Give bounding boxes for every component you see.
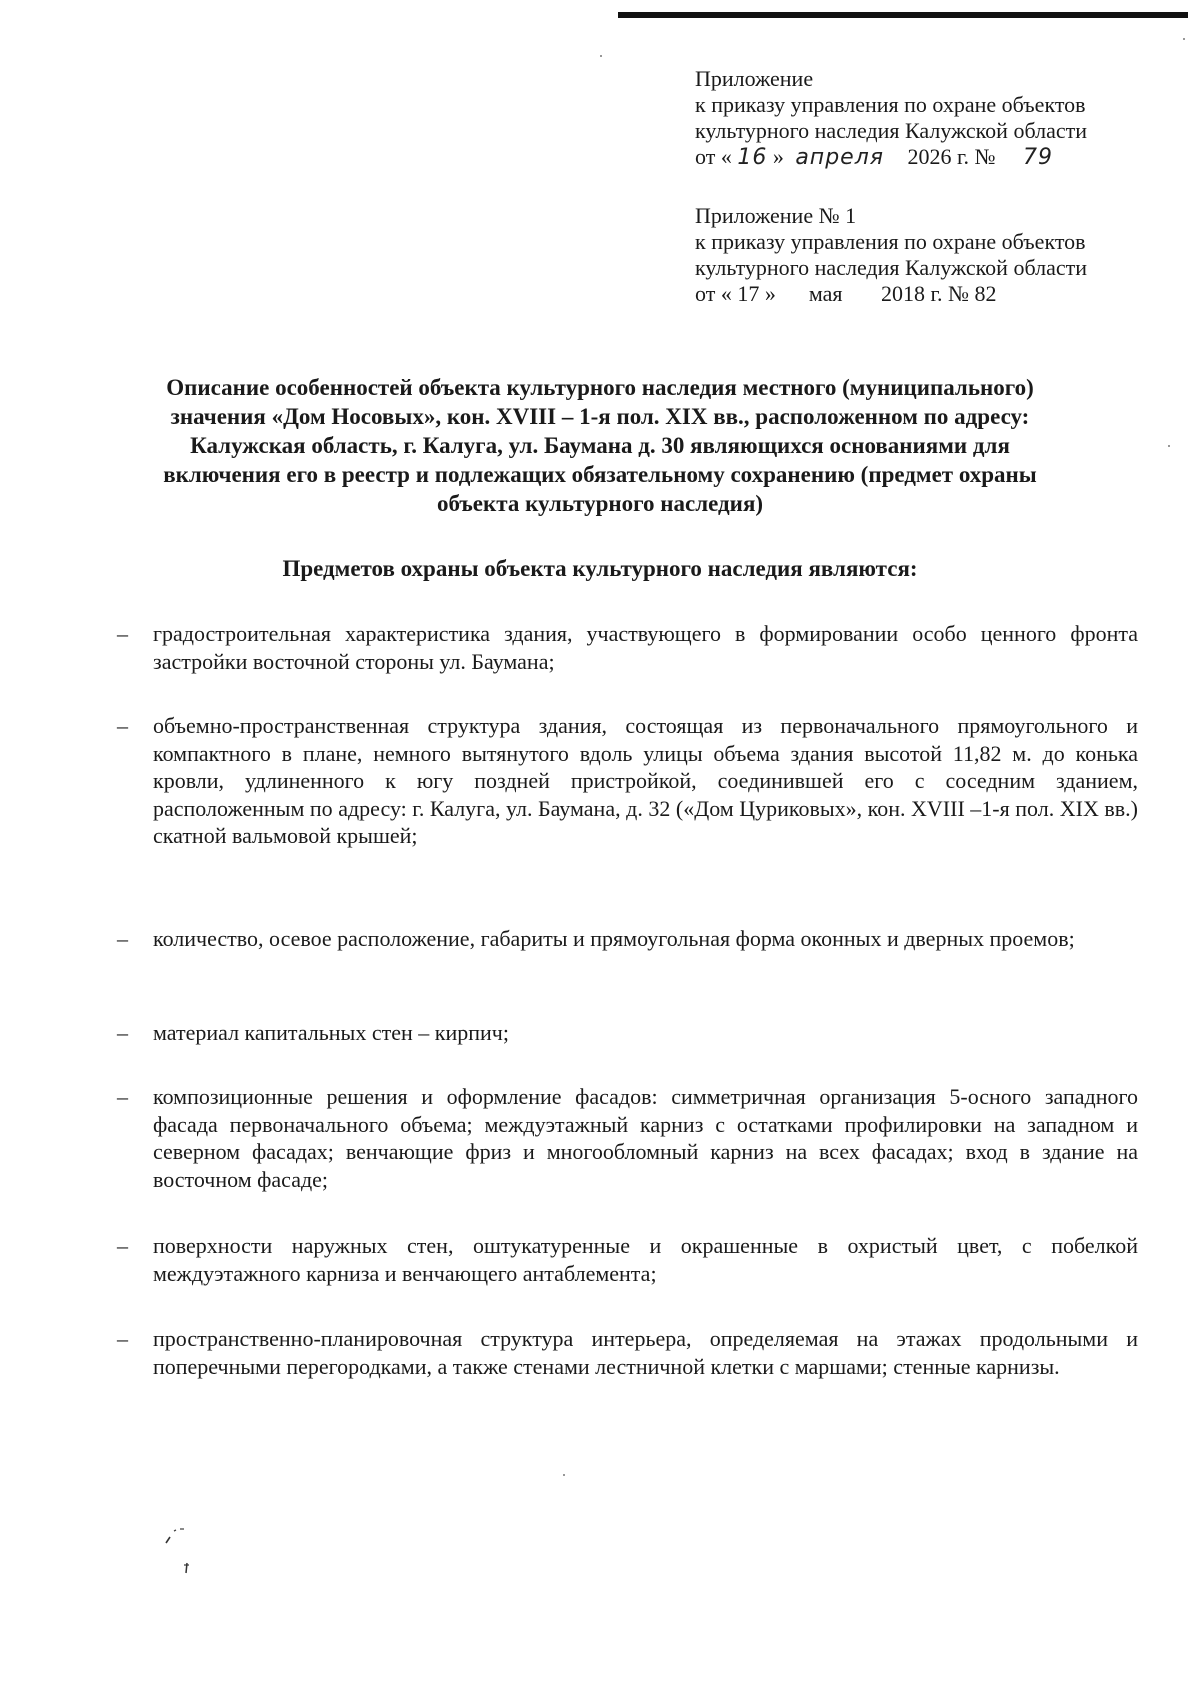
appendix-title: Приложение № 1 (695, 203, 857, 228)
list-item-text: композиционные решения и оформление фасадов: симметричная организация 5-осного западного фасада первоначального объема; междуэтажный карниз с остатками профилировки на западном и северном фасадах; венчающие фриз и многообломный карниз на всех фасадах; вход в здание на восточном фасаде; (153, 1084, 1138, 1192)
scan-edge-bar (618, 12, 1188, 18)
date-prefix: от « (695, 144, 732, 169)
appendix-title: Приложение (695, 66, 814, 91)
appendix-order-ref: к приказу управления по охране объектов (695, 229, 1086, 254)
list-item-text: поверхности наружных стен, оштукатуренные и окрашенные в охристый цвет, с побелкой междуэтажного карниза и венчающего антаблемента; (153, 1233, 1138, 1286)
scan-speck (600, 55, 602, 57)
title-line: включения его в реестр и подлежащих обязательному сохранению (предмет охраны (163, 462, 1037, 487)
list-bullet: – (117, 621, 128, 646)
handwritten-month: апреля (795, 145, 884, 170)
list-item-text: материал капитальных стен – кирпич; (153, 1020, 509, 1045)
appendix-header-original (695, 203, 1165, 307)
document-title (100, 373, 1100, 518)
scan-speck (1183, 38, 1185, 40)
list-item-text: количество, осевое расположение, габариты и прямоугольная форма оконных и дверных проемов; (153, 926, 1075, 951)
date-mid: » (772, 144, 784, 169)
list-item (117, 712, 1138, 850)
appendix-date-line (695, 144, 1165, 171)
list-item (117, 1019, 1138, 1047)
title-line: объекта культурного наследия) (436, 491, 764, 516)
list-item-text: объемно-пространственная структура здания, состоящая из первоначального прямоугольного и компактного в плане, немного вытянутого вдоль улицы объема здания высотой 11,82 м. до конька кровли, удлиненного к югу поздней пристройкой, соединившей его с соседним зданием, расположенным по адресу: г. Калуга, ул. Баумана, д. 32 («Дом Цуриковых», кон. XVIII –1-я пол. XIX вв.) скатной вальмовой крышей; (153, 713, 1138, 848)
scan-speck (563, 1474, 565, 1476)
list-bullet: – (117, 1020, 128, 1045)
list-item (117, 925, 1138, 953)
title-line: значения «Дом Носовых», кон. XVIII – 1-я пол. XIX вв., расположенном по адресу: (170, 404, 1030, 429)
list-bullet: – (117, 1084, 128, 1109)
handwritten-number: 79 (1023, 145, 1054, 170)
list-bullet: – (117, 1233, 128, 1258)
scan-speck (1168, 445, 1170, 447)
list-item (117, 620, 1138, 675)
appendix-authority: культурного наследия Калужской области (695, 118, 1087, 143)
list-bullet: – (117, 713, 128, 738)
title-line: Калужская область, г. Калуга, ул. Баумана д. 30 являющихся основаниями для (190, 433, 1010, 458)
appendix-order-ref: к приказу управления по охране объектов (695, 92, 1086, 117)
handwritten-day: 16 (737, 145, 768, 170)
date-year: 2026 г. № (907, 144, 996, 169)
list-bullet: – (117, 1326, 128, 1351)
list-item-text: пространственно-планировочная структура интерьера, определяемая на этажах продольными и поперечными перегородками, а также стенами лестничной клетки с маршами; стенные карнизы. (153, 1326, 1138, 1379)
list-bullet: – (117, 926, 128, 951)
section-heading: Предметов охраны объекта культурного наследия являются: (282, 556, 918, 581)
list-item (117, 1232, 1138, 1287)
list-item (117, 1083, 1138, 1193)
appendix-authority: культурного наследия Калужской области (695, 255, 1087, 280)
appendix-date-line: от « 17 » мая 2018 г. № 82 (695, 281, 997, 306)
stray-pen-marks (160, 1525, 200, 1585)
title-line: Описание особенностей объекта культурного наследия местного (муниципального) (166, 375, 1034, 400)
appendix-header-current (695, 66, 1165, 171)
list-item (117, 1325, 1138, 1380)
list-item-text: градостроительная характеристика здания, участвующего в формировании особо ценного фронта застройки восточной стороны ул. Баумана; (153, 621, 1138, 674)
